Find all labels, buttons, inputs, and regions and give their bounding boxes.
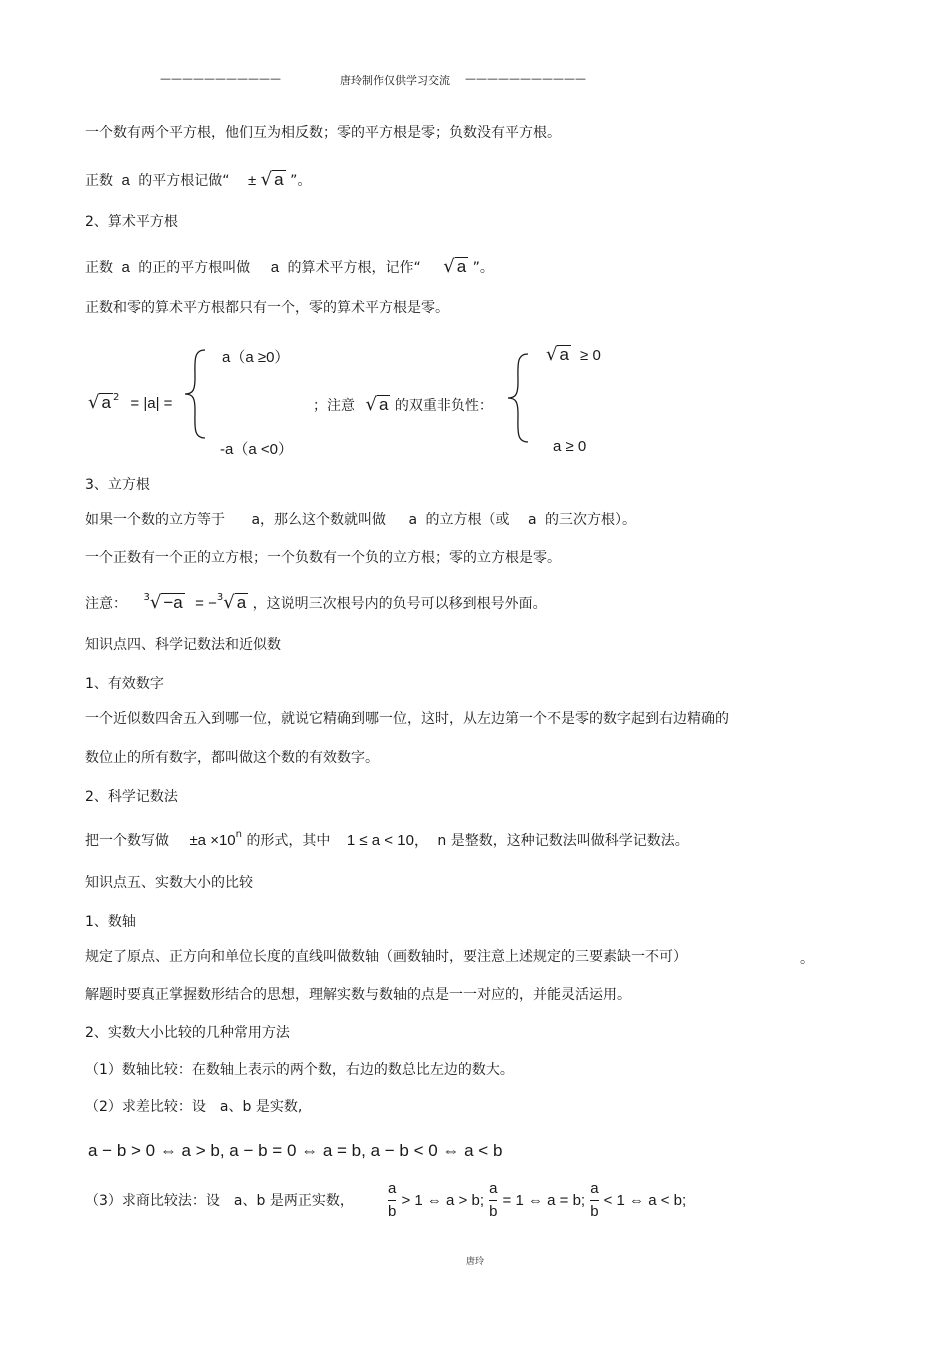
fraction: $\frac{a}{b}$ (388, 1178, 396, 1223)
section-heading: 知识点五、实数大小的比较 (85, 875, 253, 891)
text-line-scientific-notation: 把一个数写做 $\pm a \times 10^n$ 的形式，其中 1 ≤ a < 10， n 是整数，这种记数法叫做科学记数法。 (85, 829, 689, 849)
text-line-cube-root-note: 注意： $^3$√ −a = −$^3$√ a ，这说明三次根号内的负号可以移到根号外面。 (85, 592, 547, 613)
text-line-square-root-notation: 正数 a 的平方根记做“ ± √ a ”。 (85, 169, 312, 190)
case-negative: -a（a <0） (220, 441, 293, 458)
text-line: 数位止的所有数字，都叫做这个数的有效数字。 (85, 750, 379, 766)
header-title: 唐玲制作仅供学习交流 (340, 74, 450, 87)
section-heading: 1、有效数字 (85, 676, 164, 692)
section-heading: 1、数轴 (85, 914, 136, 930)
section-heading: 2、科学记数法 (85, 789, 178, 805)
nonneg-radicand: a ≥ 0 (553, 438, 587, 455)
page-footer: 唐玲 (466, 1257, 485, 1267)
text-line-quotient-comparison: （3）求商比较法：设 a、b 是两正实数， (85, 1193, 354, 1209)
text-line: 正数和零的算术平方根都只有一个，零的算术平方根是零。 (85, 300, 449, 316)
left-brace-icon (183, 348, 209, 440)
quotient-comparison-formula: $\frac{a}{b}$ > 1 ⇔ a > b; $\frac{a}{b}$ = 1 ⇔ a = b; $\frac{a}{b}$ < 1 ⇔ a < b; (388, 1178, 686, 1223)
left-brace-icon (506, 352, 532, 444)
formula-lhs: √ a $^2$ = |a| = (88, 392, 173, 413)
radical: √ a (260, 169, 284, 190)
fraction: $\frac{a}{b}$ (590, 1178, 598, 1223)
radical: √ a (443, 256, 467, 277)
difference-comparison-formula: a − b > 0 ⇔ a > b, a − b = 0 ⇔ a = b, a − b < 0 ⇔ a < b (88, 1141, 503, 1160)
text-line: 规定了原点、正方向和单位长度的直线叫做数轴（画数轴时，要注意上述规定的三要素缺一不可） (85, 949, 687, 965)
case-nonnegative: a（a ≥0） (222, 349, 290, 366)
nonneg-root: √ a ≥ 0 (546, 344, 601, 365)
header-dashes-left: ——————————— (160, 72, 281, 85)
text-line-arithmetic-root: 正数 a 的正的平方根叫做 a 的算术平方根，记作“ √ a ”。 (85, 256, 494, 277)
section-heading: 3、立方根 (85, 477, 150, 493)
text-line: 一个近似数四舍五入到哪一位，就说它精确到哪一位，这时，从左边第一个不是零的数字起到右边精确的 (85, 711, 729, 727)
section-heading: 2、实数大小比较的几种常用方法 (85, 1025, 290, 1041)
text-line: （1）数轴比较：在数轴上表示的两个数，右边的数总比左边的数大。 (85, 1062, 514, 1078)
double-nonnegativity-note: ；注意 √ a 的双重非负性： (313, 394, 493, 415)
text-line: （2）求差比较：设 a、b 是实数, (85, 1099, 303, 1115)
section-heading: 知识点四、科学记数法和近似数 (85, 637, 281, 653)
text-line: 一个正数有一个正的立方根；一个负数有一个负的立方根；零的立方根是零。 (85, 550, 561, 566)
header-dashes-right: ——————————— (465, 72, 586, 85)
text-line-cube-root-def: 如果一个数的立方等于 a，那么这个数就叫做 a 的立方根（或 a 的三次方根）。 (85, 512, 637, 528)
fraction: $\frac{a}{b}$ (489, 1178, 497, 1223)
text-period: 。 (800, 951, 814, 967)
text-line: 一个数有两个平方根，他们互为相反数；零的平方根是零；负数没有平方根。 (85, 125, 561, 141)
text-line: 解题时要真正掌握数形结合的思想，理解实数与数轴的点是一一对应的，并能灵活运用。 (85, 987, 631, 1003)
section-heading: 2、算术平方根 (85, 214, 178, 230)
